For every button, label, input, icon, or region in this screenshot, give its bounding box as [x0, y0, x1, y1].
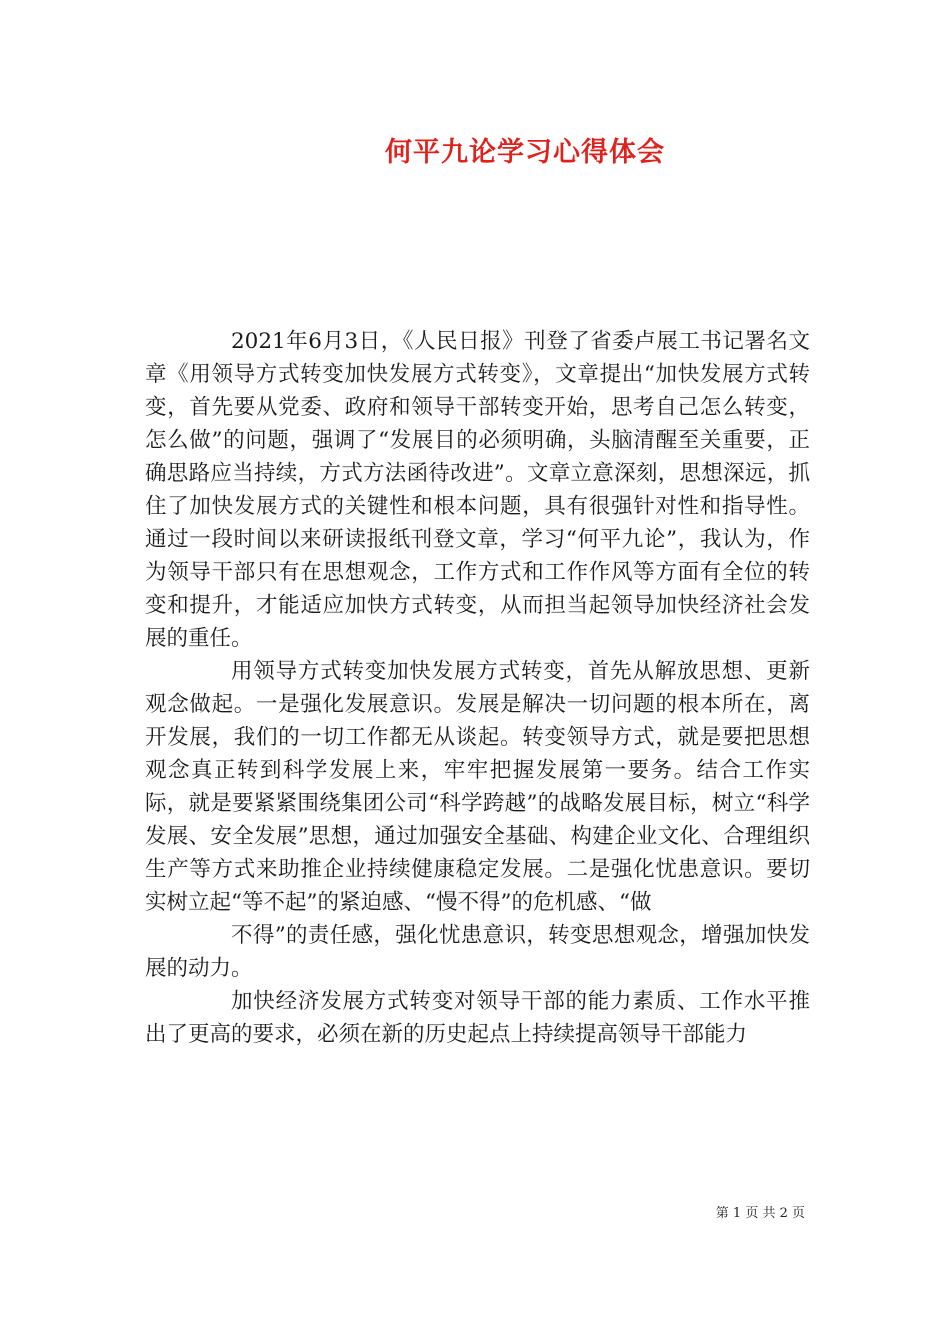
page-footer: 第 1 页 共 2 页: [715, 1206, 805, 1221]
paragraph-3: 不得”的责任感，强化忧患意识，转变思想观念，增强加快发展的动力。: [145, 923, 810, 981]
paragraph-2: 用领导方式转变加快发展方式转变，首先从解放思想、更新观念做起。一是强化发展意识。发展是解决一切问题的根本所在，离开发展，我们的一切工作都无从谈起。转变领导方式，就是要把思想观念真正转到科学发展上来，牢牢把握发展第一要务。结合工作实际，就是要紧紧围绕集团公司“科学跨越”的战略发展目标，树立“科学发展、安全发展”思想，通过加强安全基础、构建企业文化、合理组织生产等方式来助推企业持续健康稳定发展。二是强化忧患意识。要切实树立起“等不起”的紧迫感、“慢不得”的危机感、“做: [145, 659, 810, 915]
paragraph-1: 2021年6月3日，《人民日报》刊登了省委卢展工书记署名文章《用领导方式转变加快发展方式转变》，文章提出“加快发展方式转变，首先要从党委、政府和领导干部转变开始，思考自己怎么转变，怎么做”的问题，强调了“发展目的必须明确，头脑清醒至关重要，正确思路应当持续，方式方法函待改进”。文章立意深刻，思想深远，抓住了加快发展方式的关键性和根本问题，具有很强针对性和指导性。通过一段时间以来研读报纸刊登文章，学习“何平九论”，我认为，作为领导干部只有在思想观念，工作方式和工作作风等方面有全位的转变和提升，才能适应加快方式转变，从而担当起领导加快经济社会发展的重任。: [145, 329, 810, 651]
paragraph-4: 加快经济发展方式转变对领导干部的能力素质、工作水平推出了更高的要求，必须在新的历史起点上持续提高领导干部能力: [145, 989, 810, 1047]
document-body: [145, 325, 810, 1051]
page-title: 何平九论学习心得体会: [385, 137, 665, 168]
